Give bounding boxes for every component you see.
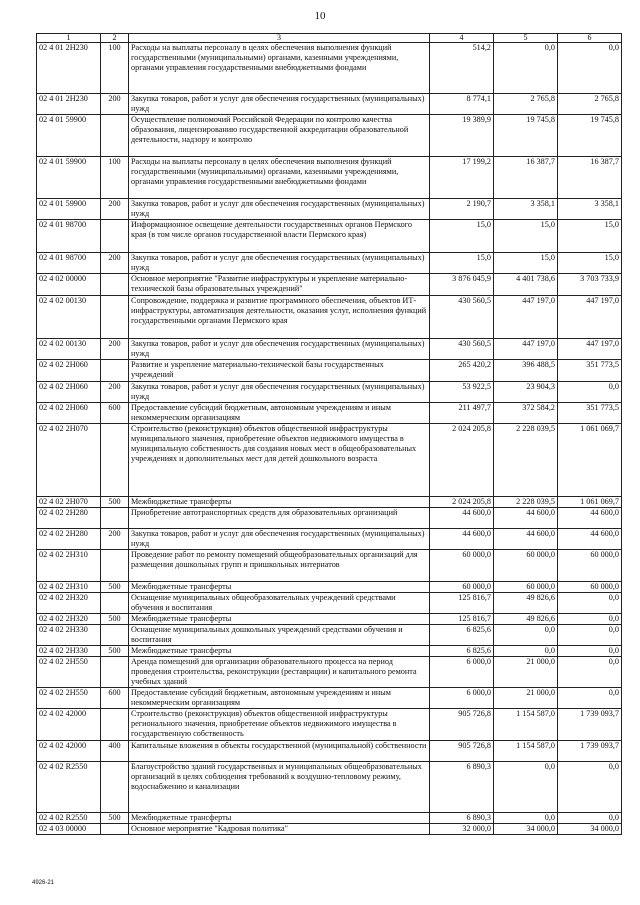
row-code: 02 4 02 R2550 [37, 762, 101, 813]
row-value-year2: 0,0 [494, 625, 558, 646]
row-value-year3: 15,0 [558, 220, 622, 253]
row-value-year3: 1 739 093,7 [558, 741, 622, 762]
page-number: 10 [314, 10, 326, 22]
row-code: 02 4 02 2Н070 [37, 424, 101, 497]
row-expense-type [101, 593, 129, 614]
row-expense-type [101, 550, 129, 582]
row-value-year2: 0,0 [494, 762, 558, 813]
row-value-year3: 1 061 069,7 [558, 497, 622, 508]
row-value-year1: 125 816,7 [430, 593, 494, 614]
row-value-year1: 19 389,9 [430, 115, 494, 157]
row-expense-type: 600 [101, 403, 129, 424]
row-expense-type [101, 709, 129, 741]
row-code: 02 4 02 2Н310 [37, 550, 101, 582]
row-value-year1: 125 816,7 [430, 614, 494, 625]
row-code: 02 4 02 2Н320 [37, 593, 101, 614]
row-description: Проведение работ по ремонту помещений общеобразовательных организаций для размещения дошкольных групп и пришкольных интернатов [129, 550, 430, 582]
row-code: 02 4 02 00130 [37, 339, 101, 360]
row-value-year3: 351 773,5 [558, 360, 622, 382]
row-value-year3: 15,0 [558, 253, 622, 274]
row-expense-type: 500 [101, 497, 129, 508]
table-row [37, 625, 622, 646]
row-value-year1: 430 560,5 [430, 339, 494, 360]
row-value-year2: 21 000,0 [494, 688, 558, 709]
row-value-year3: 3 358,1 [558, 199, 622, 220]
row-value-year2: 0,0 [494, 43, 558, 94]
row-code: 02 4 02 2Н280 [37, 508, 101, 529]
table-row [37, 220, 622, 253]
table-row [37, 550, 622, 582]
row-value-year2: 34 000,0 [494, 824, 558, 835]
row-description: Информационное освещение деятельности государственных органов Пермского края (в том числе органов государственной власти Пермского края) [129, 220, 430, 253]
row-value-year1: 3 876 045,9 [430, 274, 494, 296]
row-value-year2: 2 228 039,5 [494, 497, 558, 508]
table-row [37, 382, 622, 403]
row-value-year3: 0,0 [558, 593, 622, 614]
column-header: 3 [129, 34, 430, 43]
row-value-year3: 0,0 [558, 657, 622, 688]
row-value-year2: 19 745,8 [494, 115, 558, 157]
table-row [37, 296, 622, 339]
row-value-year2: 1 154 587,0 [494, 741, 558, 762]
row-description: Межбюджетные трансферты [129, 813, 430, 824]
row-value-year2: 21 000,0 [494, 657, 558, 688]
table-row [37, 508, 622, 529]
row-expense-type [101, 220, 129, 253]
row-value-year2: 49 826,6 [494, 614, 558, 625]
row-description: Развитие и укрепление материально-технической базы государственных учреждений [129, 360, 430, 382]
row-value-year2: 372 584,2 [494, 403, 558, 424]
row-value-year1: 6 890,3 [430, 762, 494, 813]
row-value-year1: 514,2 [430, 43, 494, 94]
row-expense-type: 100 [101, 157, 129, 199]
row-expense-type [101, 657, 129, 688]
row-expense-type [101, 115, 129, 157]
row-value-year3: 2 765,8 [558, 94, 622, 115]
row-value-year2: 23 904,3 [494, 382, 558, 403]
column-header: 5 [494, 34, 558, 43]
row-value-year1: 53 922,5 [430, 382, 494, 403]
row-expense-type: 200 [101, 529, 129, 550]
row-code: 02 4 02 R2550 [37, 813, 101, 824]
row-value-year3: 0,0 [558, 813, 622, 824]
row-description: Межбюджетные трансферты [129, 497, 430, 508]
row-value-year1: 32 000,0 [430, 824, 494, 835]
row-description: Закупка товаров, работ и услуг для обеспечения государственных (муниципальных) нужд [129, 529, 430, 550]
table-row [37, 688, 622, 709]
column-header: 6 [558, 34, 622, 43]
row-code: 02 4 02 2Н330 [37, 625, 101, 646]
row-value-year2: 2 228 039,5 [494, 424, 558, 497]
row-code: 02 4 02 2Н280 [37, 529, 101, 550]
row-value-year3: 447 197,0 [558, 339, 622, 360]
row-code: 02 4 02 2Н320 [37, 614, 101, 625]
row-value-year1: 2 190,7 [430, 199, 494, 220]
row-value-year2: 2 765,8 [494, 94, 558, 115]
row-description: Оснащение муниципальных дошкольных учреждений средствами обучения и воспитания [129, 625, 430, 646]
row-expense-type: 400 [101, 741, 129, 762]
row-description: Капитальные вложения в объекты государственной (муниципальной) собственности [129, 741, 430, 762]
row-value-year3: 1 739 093,7 [558, 709, 622, 741]
row-value-year1: 44 600,0 [430, 529, 494, 550]
row-value-year2: 0,0 [494, 646, 558, 657]
table-row [37, 709, 622, 741]
row-value-year3: 60 000,0 [558, 550, 622, 582]
row-expense-type [101, 625, 129, 646]
row-value-year1: 905 726,8 [430, 709, 494, 741]
row-description: Межбюджетные трансферты [129, 646, 430, 657]
row-value-year2: 60 000,0 [494, 550, 558, 582]
table-row [37, 43, 622, 94]
row-value-year1: 265 420,2 [430, 360, 494, 382]
row-expense-type: 200 [101, 94, 129, 115]
row-code: 02 4 02 2Н550 [37, 657, 101, 688]
row-expense-type: 500 [101, 614, 129, 625]
row-code: 02 4 02 00000 [37, 274, 101, 296]
table-row [37, 593, 622, 614]
row-value-year2: 60 000,0 [494, 582, 558, 593]
table-row [37, 199, 622, 220]
row-value-year2: 396 488,5 [494, 360, 558, 382]
row-value-year1: 15,0 [430, 220, 494, 253]
column-header: 4 [430, 34, 494, 43]
row-description: Расходы на выплаты персоналу в целях обеспечения выполнения функций государственными (муниципальными) органами, казенными учреждениями, органами управления государственными внебюджетными фондами [129, 157, 430, 199]
row-value-year1: 211 497,7 [430, 403, 494, 424]
row-description: Закупка товаров, работ и услуг для обеспечения государственных (муниципальных) нужд [129, 94, 430, 115]
row-expense-type: 200 [101, 339, 129, 360]
document-code: 4926-21 [32, 880, 55, 886]
row-code: 02 4 03 00000 [37, 824, 101, 835]
row-expense-type [101, 360, 129, 382]
row-value-year2: 0,0 [494, 813, 558, 824]
row-description: Строительство (реконструкция) объектов общественной инфраструктуры регионального значения, приобретение объектов недвижимого имущества в государственную собственность [129, 709, 430, 741]
row-value-year3: 44 600,0 [558, 529, 622, 550]
table-row [37, 582, 622, 593]
row-description: Закупка товаров, работ и услуг для обеспечения государственных (муниципальных) нужд [129, 382, 430, 403]
table-row [37, 657, 622, 688]
row-value-year2: 44 600,0 [494, 508, 558, 529]
table-row [37, 339, 622, 360]
table-row [37, 94, 622, 115]
row-expense-type [101, 762, 129, 813]
row-value-year1: 905 726,8 [430, 741, 494, 762]
row-description: Закупка товаров, работ и услуг для обеспечения государственных (муниципальных) нужд [129, 199, 430, 220]
row-value-year1: 60 000,0 [430, 582, 494, 593]
row-value-year1: 6 825,6 [430, 625, 494, 646]
row-description: Основное мероприятие "Кадровая политика" [129, 824, 430, 835]
row-expense-type: 200 [101, 382, 129, 403]
row-code: 02 4 02 2Н060 [37, 382, 101, 403]
table-row [37, 115, 622, 157]
row-value-year2: 3 358,1 [494, 199, 558, 220]
row-value-year3: 447 197,0 [558, 296, 622, 339]
row-value-year3: 0,0 [558, 762, 622, 813]
row-description: Межбюджетные трансферты [129, 614, 430, 625]
row-value-year2: 15,0 [494, 220, 558, 253]
row-description: Приобретение автотранспортных средств для образовательных организаций [129, 508, 430, 529]
row-value-year2: 4 401 738,6 [494, 274, 558, 296]
row-value-year2: 44 600,0 [494, 529, 558, 550]
row-code: 02 4 02 42000 [37, 741, 101, 762]
row-expense-type: 500 [101, 646, 129, 657]
row-code: 02 4 01 59900 [37, 115, 101, 157]
row-code: 02 4 02 2Н060 [37, 403, 101, 424]
row-value-year1: 430 560,5 [430, 296, 494, 339]
table-row [37, 824, 622, 835]
row-expense-type: 200 [101, 199, 129, 220]
row-value-year1: 6 825,6 [430, 646, 494, 657]
row-expense-type: 600 [101, 688, 129, 709]
row-value-year3: 60 000,0 [558, 582, 622, 593]
row-value-year2: 1 154 587,0 [494, 709, 558, 741]
row-value-year3: 1 061 069,7 [558, 424, 622, 497]
row-description: Благоустройство зданий государственных и муниципальных общеобразовательных организаций в целях соблюдения требований к воздушно-тепловому режиму, водоснабжению и канализации [129, 762, 430, 813]
row-expense-type [101, 424, 129, 497]
table-row [37, 424, 622, 497]
row-value-year3: 351 773,5 [558, 403, 622, 424]
column-header: 2 [101, 34, 129, 43]
row-value-year1: 60 000,0 [430, 550, 494, 582]
row-code: 02 4 02 2Н550 [37, 688, 101, 709]
row-value-year2: 16 387,7 [494, 157, 558, 199]
table-row [37, 614, 622, 625]
row-description: Предоставление субсидий бюджетным, автономным учреждениям и иным некоммерческим организациям [129, 688, 430, 709]
row-expense-type [101, 508, 129, 529]
row-value-year3: 19 745,8 [558, 115, 622, 157]
row-expense-type: 200 [101, 253, 129, 274]
row-description: Закупка товаров, работ и услуг для обеспечения государственных (муниципальных) нужд [129, 339, 430, 360]
row-description: Основное мероприятие "Развитие инфраструктуры и укрепление материально-технической базы образовательных учреждений" [129, 274, 430, 296]
table-row [37, 497, 622, 508]
row-description: Осуществление полномочий Российской Федерации по контролю качества образования, лицензированию государственной аккредитации образовательной деятельности, надзору и контролю [129, 115, 430, 157]
row-expense-type [101, 824, 129, 835]
row-description: Предоставление субсидий бюджетным, автономным учреждениям и иным некоммерческим организациям [129, 403, 430, 424]
row-value-year2: 447 197,0 [494, 339, 558, 360]
row-value-year1: 2 024 205,8 [430, 424, 494, 497]
row-code: 02 4 01 59900 [37, 199, 101, 220]
row-code: 02 4 01 2Н230 [37, 43, 101, 94]
table-header-row [37, 34, 622, 43]
row-value-year3: 34 000,0 [558, 824, 622, 835]
row-code: 02 4 02 2Н330 [37, 646, 101, 657]
row-value-year3: 0,0 [558, 614, 622, 625]
row-value-year1: 15,0 [430, 253, 494, 274]
table-row [37, 646, 622, 657]
row-description: Межбюджетные трансферты [129, 582, 430, 593]
row-code: 02 4 02 2Н060 [37, 360, 101, 382]
row-expense-type: 500 [101, 813, 129, 824]
row-value-year3: 0,0 [558, 43, 622, 94]
row-code: 02 4 01 2Н230 [37, 94, 101, 115]
table-row [37, 741, 622, 762]
row-expense-type: 100 [101, 43, 129, 94]
row-value-year1: 8 774,1 [430, 94, 494, 115]
row-code: 02 4 02 00130 [37, 296, 101, 339]
table-row [37, 157, 622, 199]
row-value-year3: 44 600,0 [558, 508, 622, 529]
table-row [37, 403, 622, 424]
row-expense-type: 500 [101, 582, 129, 593]
row-value-year1: 6 000,0 [430, 688, 494, 709]
row-description: Расходы на выплаты персоналу в целях обеспечения выполнения функций государственными (муниципальными) органами, казенными учреждениями, органами управления государственными внебюджетными фондами [129, 43, 430, 94]
table-row [37, 529, 622, 550]
table-row [37, 360, 622, 382]
row-description: Сопровождение, поддержка и развитие программного обеспечения, объектов ИТ-инфраструктуры, автоматизация деятельности, оказания услуг, исполнения функций государственными органами Пермского края [129, 296, 430, 339]
row-value-year3: 0,0 [558, 625, 622, 646]
row-code: 02 4 02 2Н070 [37, 497, 101, 508]
row-value-year1: 17 199,2 [430, 157, 494, 199]
row-expense-type [101, 274, 129, 296]
row-description: Аренда помещений для организации образовательного процесса на период проведения строительства, реконструкции (реставрации) и капитального ремонта учебных зданий [129, 657, 430, 688]
table-row [37, 762, 622, 813]
row-code: 02 4 02 42000 [37, 709, 101, 741]
row-value-year3: 0,0 [558, 382, 622, 403]
row-value-year1: 2 024 205,8 [430, 497, 494, 508]
table-row [37, 253, 622, 274]
row-description: Строительство (реконструкция) объектов общественной инфраструктуры муниципального значения, приобретение объектов недвижимого имущества в муниципальную собственность для создания новых мест в общеобразовательных учреждениях и дополнительных мест для детей дошкольного возраста [129, 424, 430, 497]
row-value-year1: 44 600,0 [430, 508, 494, 529]
row-code: 02 4 02 2Н310 [37, 582, 101, 593]
row-value-year1: 6 000,0 [430, 657, 494, 688]
row-value-year3: 3 703 733,9 [558, 274, 622, 296]
row-value-year3: 16 387,7 [558, 157, 622, 199]
table-row [37, 274, 622, 296]
row-value-year2: 15,0 [494, 253, 558, 274]
row-value-year1: 6 890,3 [430, 813, 494, 824]
row-code: 02 4 01 59900 [37, 157, 101, 199]
table-row [37, 813, 622, 824]
column-header: 1 [37, 34, 101, 43]
row-expense-type [101, 296, 129, 339]
row-value-year3: 0,0 [558, 688, 622, 709]
row-description: Закупка товаров, работ и услуг для обеспечения государственных (муниципальных) нужд [129, 253, 430, 274]
row-value-year3: 0,0 [558, 646, 622, 657]
row-value-year2: 447 197,0 [494, 296, 558, 339]
row-code: 02 4 01 98700 [37, 253, 101, 274]
row-description: Оснащение муниципальных общеобразовательных учреждений средствами обучения и воспитания [129, 593, 430, 614]
row-code: 02 4 01 98700 [37, 220, 101, 253]
row-value-year2: 49 826,6 [494, 593, 558, 614]
budget-table [36, 33, 622, 835]
